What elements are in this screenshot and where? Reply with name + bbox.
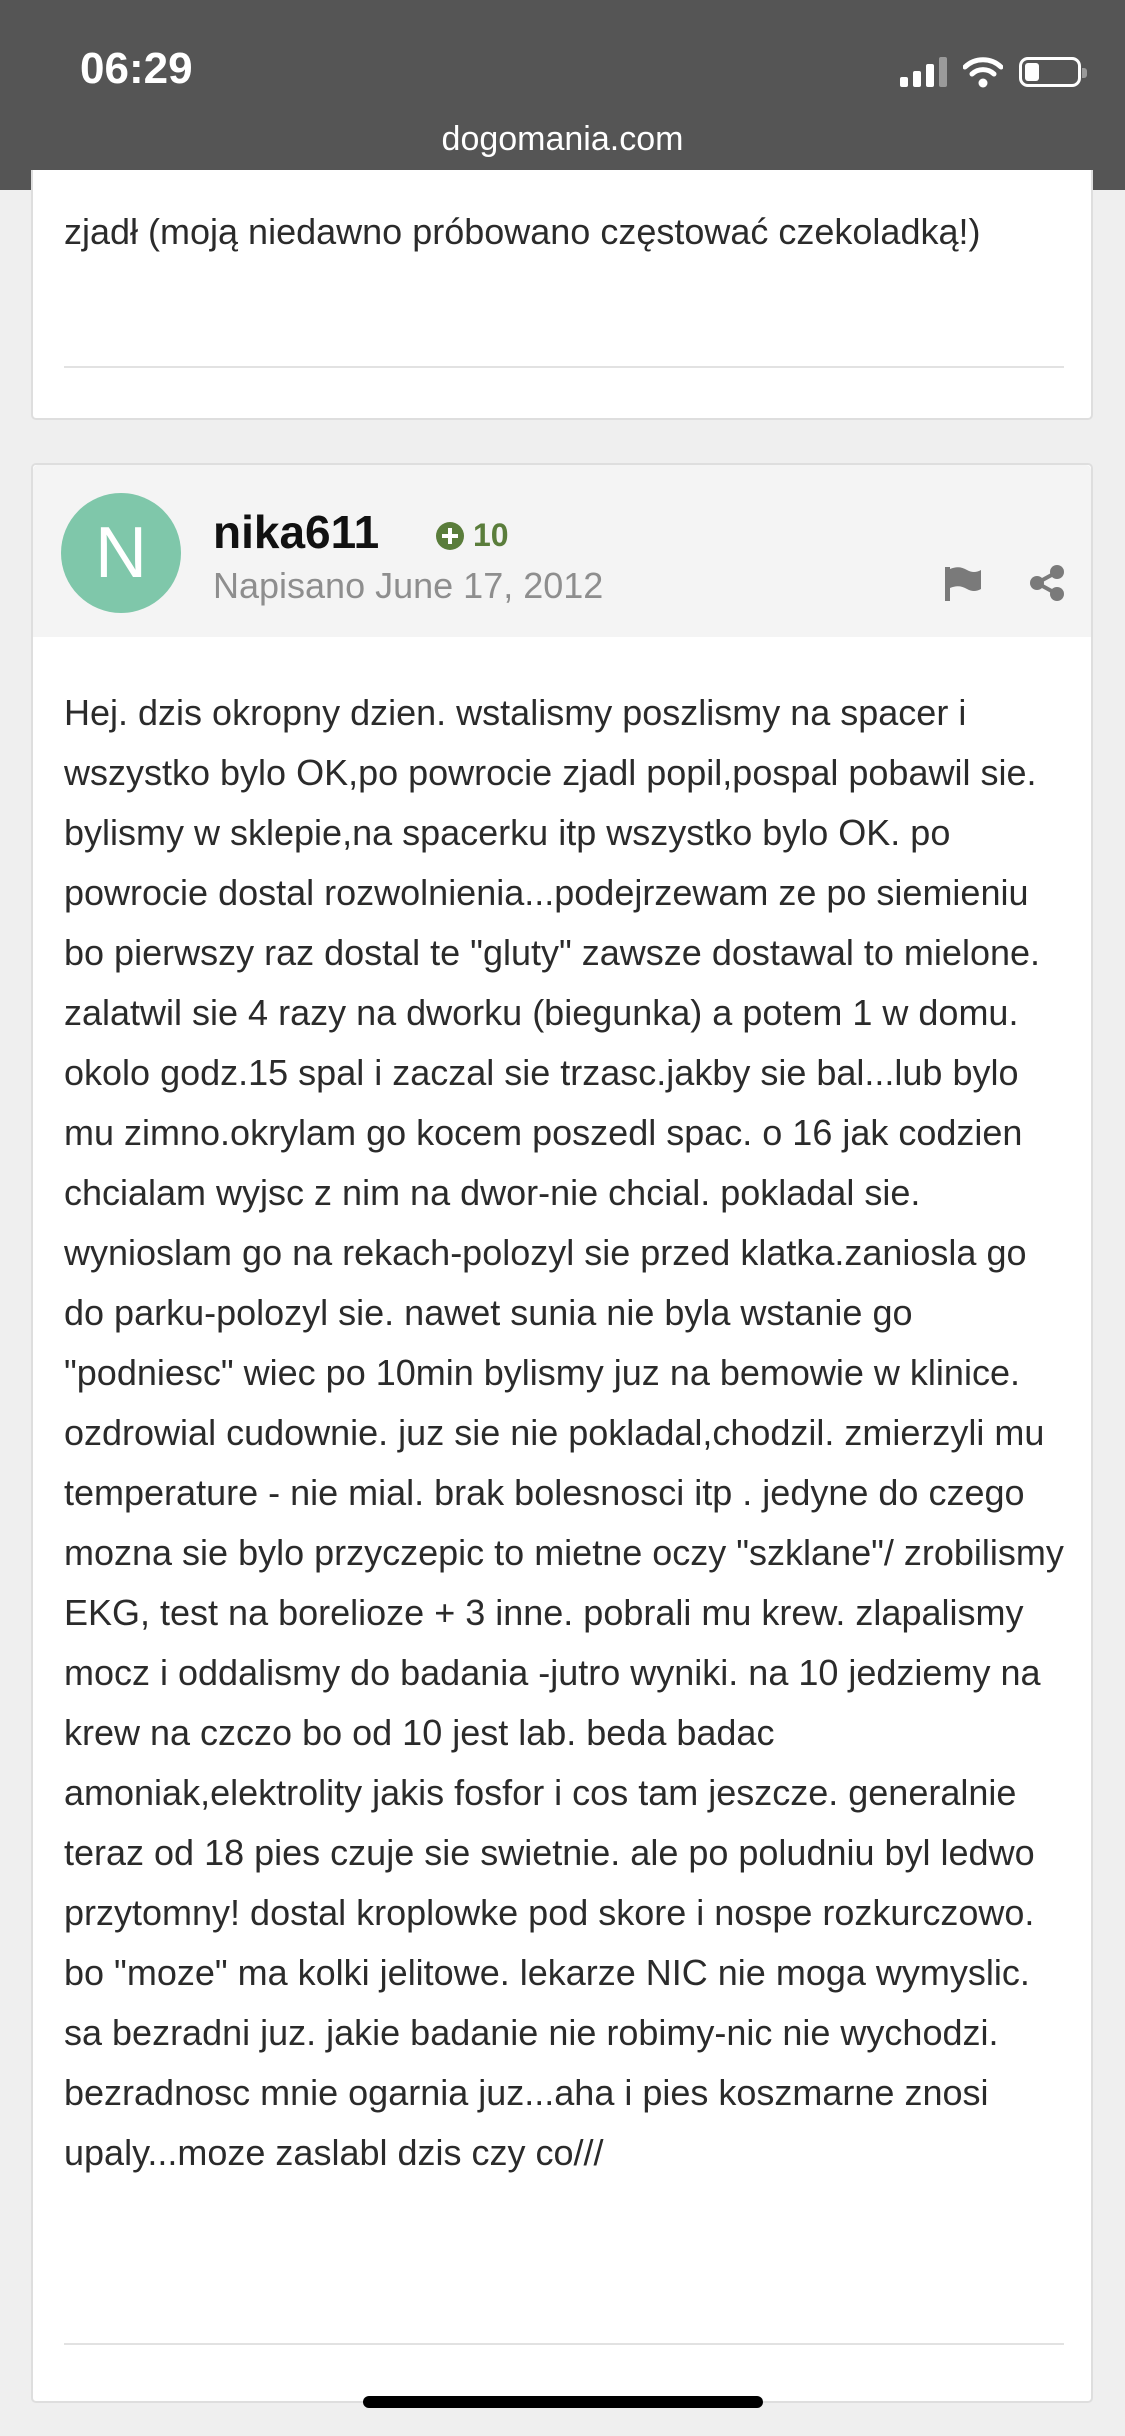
url-bar[interactable]: dogomania.com: [441, 120, 684, 158]
status-time: 06:29: [80, 44, 193, 93]
post-divider: [64, 2343, 1064, 2345]
post-divider: [64, 366, 1064, 368]
reputation-badge[interactable]: [435, 517, 509, 554]
home-indicator[interactable]: [363, 2396, 763, 2408]
battery-icon: [1019, 57, 1081, 87]
post-card: [31, 463, 1093, 2403]
previous-post-text: zjadł (moją niedawno próbowano częstować czekoladką!): [64, 211, 981, 252]
post-date: Napisano June 17, 2012: [213, 565, 604, 606]
post-actions: [941, 561, 1069, 605]
post-body: Hej. dzis okropny dzien. wstalismy poszlismy na spacer i wszystko bylo OK,po powrocie zjadl popil,pospal pobawil sie. bylismy w sklepie,na spacerku itp wszystko bylo OK. po powrocie dostal rozwolnienia...podejrzewam ze po siemieniu bo pierwszy raz dostal te "gluty" zawsze dostawal to mielone. zalatwil sie 4 razy na dworku (biegunka) a potem 1 w domu. okolo godz.15 spal i zaczal sie trzasc.jakby sie bal...lub bylo mu zimno.okrylam go kocem poszedl spac. o 16 jak codzien chcialam wyjsc z nim na dwor-nie chcial. pokladal sie. wynioslam go na rekach-polozyl sie przed klatka.zaniosla go do parku-polozyl sie. nawet sunia nie byla wstanie go "podniesc" wiec po 10min bylismy juz na bemowie w klinice. ozdrowial cudownie. juz sie nie pokladal,chodzil. zmierzyli mu temperature - nie mial. brak bolesnosci itp . jedyne do czego mozna sie bylo przyczepic to mietne oczy "szklane"/ zrobilismy EKG, test na borelioze + 3 inne. pobrali mu krew. zlapalismy mocz i oddalismy do badania -jutro wyniki. na 10 jedziemy na krew na czczo bo od 10 jest lab. beda badac amoniak,elektrolity jakis fosfor i cos tam jeszcze. generalnie teraz od 18 pies czuje sie swietnie. ale po poludniu byl ledwo przytomny! dostal kroplowke pod skore i nospe rozkurczowo. bo "moze" ma kolki jelitowe. lekarze NIC nie moga wymyslic. sa bezradni juz. jakie badanie nie robimy-nic nie wychodzi. bezradnosc mnie ogarnia juz...aha i pies koszmarne znosi upaly...moze zaslabl dzis czy co///: [64, 692, 1064, 2173]
plus-circle-icon: [435, 521, 465, 551]
post-header: [33, 465, 1091, 637]
avatar[interactable]: N: [61, 493, 181, 613]
signal-icon: [900, 57, 947, 87]
share-icon[interactable]: [1025, 561, 1069, 605]
username[interactable]: nika611: [213, 506, 380, 558]
previous-post-card: [31, 170, 1093, 420]
wifi-icon: [963, 56, 1003, 88]
status-bar: [0, 0, 1125, 190]
flag-icon[interactable]: [941, 561, 985, 605]
status-icons: [900, 52, 1081, 92]
reputation-count: 10: [473, 517, 509, 553]
